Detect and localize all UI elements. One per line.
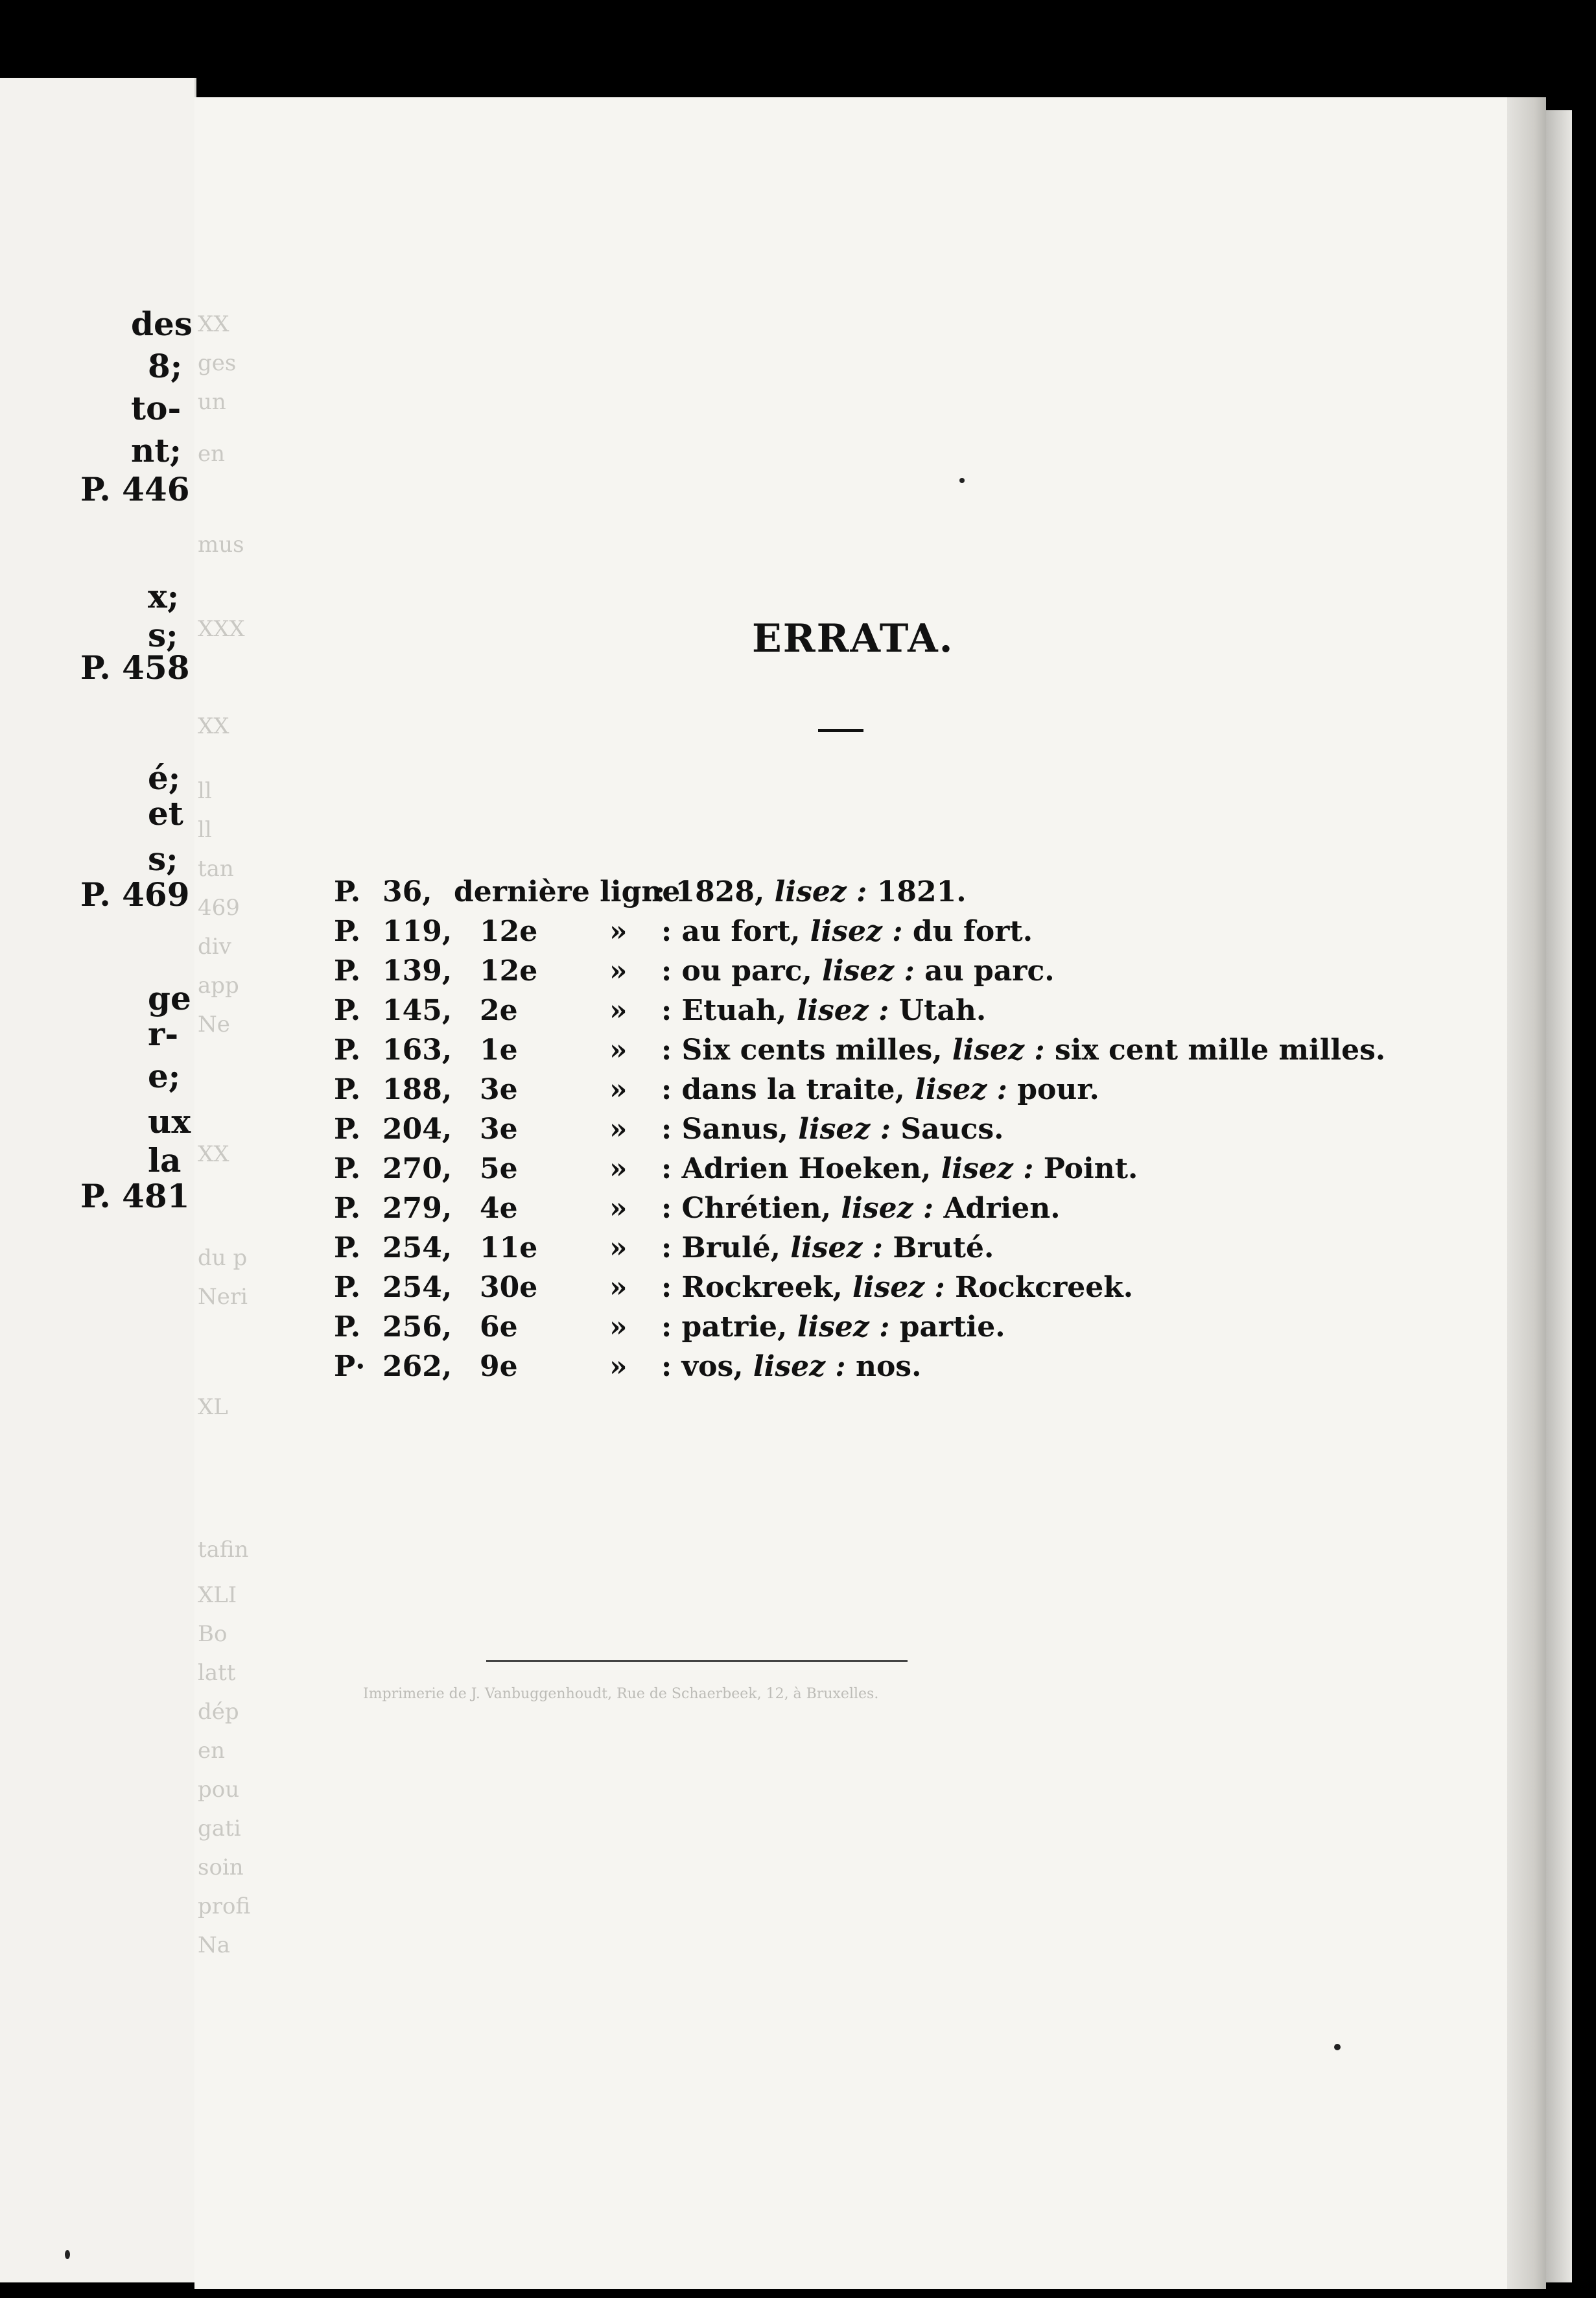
errata-erroneous-text: : au fort,	[661, 915, 810, 948]
errata-row	[0, 1350, 1556, 1389]
errata-corrected-text: nos.	[845, 1350, 922, 1383]
errata-page-prefix: P.	[334, 1271, 361, 1304]
errata-row	[0, 1192, 1556, 1231]
show-through-fragment: dép	[198, 1699, 239, 1725]
errata-erroneous-text: : Adrien Hoeken,	[661, 1152, 941, 1185]
errata-line-ref: 6e	[480, 1310, 518, 1344]
previous-page-fragment: é;	[148, 759, 181, 797]
errata-correction	[661, 1231, 994, 1264]
imprint-line: Imprimerie de J. Vanbuggenhoudt, Rue de Schaerbeek, 12, à Bruxelles.	[363, 1686, 879, 1702]
show-through-fragment: app	[198, 973, 239, 999]
errata-erroneous-text: : Six cents milles,	[661, 1034, 952, 1067]
show-through-fragment: XL	[198, 1394, 228, 1420]
ink-speck	[959, 478, 965, 483]
errata-erroneous-text: : patrie,	[661, 1310, 797, 1344]
errata-ditto-mark: »	[609, 1271, 628, 1304]
errata-page-number: 139,	[382, 954, 452, 988]
errata-lisez: lisez :	[797, 1310, 890, 1344]
title-rule	[818, 729, 863, 732]
errata-lisez: lisez :	[790, 1231, 884, 1264]
errata-erroneous-text: : Chrétien,	[661, 1192, 841, 1225]
errata-corrected-text: Point.	[1033, 1152, 1138, 1185]
errata-page-prefix: P.	[334, 994, 361, 1027]
previous-page-fragment: ux	[148, 1102, 191, 1141]
errata-corrected-text: Saucs.	[890, 1113, 1004, 1146]
errata-row	[0, 1152, 1556, 1191]
show-through-fragment: gati	[198, 1816, 241, 1842]
errata-erroneous-text: : Brulé,	[661, 1231, 791, 1264]
ink-speck	[65, 2250, 70, 2259]
previous-page-fragment: la	[148, 1141, 182, 1179]
errata-correction	[661, 1152, 1138, 1185]
errata-correction	[661, 1271, 1133, 1304]
show-through-fragment: soin	[198, 1854, 244, 1880]
imprint-rule	[486, 1660, 908, 1662]
errata-page-number: 270,	[382, 1152, 452, 1185]
errata-corrected-text: partie.	[889, 1310, 1005, 1344]
errata-ditto-mark: »	[609, 1073, 628, 1106]
errata-page-prefix: P.	[334, 875, 361, 908]
errata-page-prefix: P.	[334, 1310, 361, 1344]
errata-correction	[661, 1113, 1003, 1146]
errata-ditto-mark: »	[609, 1310, 628, 1344]
errata-line-ref: 1e	[480, 1034, 518, 1067]
previous-page-fragment: s;	[148, 840, 178, 878]
show-through-fragment: XX	[198, 311, 229, 337]
errata-page-number: 254,	[382, 1231, 452, 1264]
errata-correction	[661, 954, 1055, 988]
errata-corrected-text: du fort.	[902, 915, 1033, 948]
errata-line-ref: 11e	[480, 1231, 538, 1264]
previous-page-fragment: s;	[148, 616, 178, 654]
errata-correction	[661, 1034, 1385, 1067]
errata-correction	[661, 994, 986, 1027]
errata-line-ref: 12e	[480, 954, 538, 988]
ink-speck	[1334, 2044, 1341, 2050]
show-through-fragment: Bo	[198, 1621, 228, 1647]
errata-ditto-mark: »	[609, 915, 628, 948]
errata-line-ref: 3e	[480, 1073, 518, 1106]
errata-lisez: lisez :	[941, 1152, 1034, 1185]
previous-page-fragment: to-	[131, 389, 182, 427]
errata-page-number: 36,	[382, 875, 432, 908]
previous-page-fragment: x;	[148, 577, 180, 615]
previous-page-fragment: et	[148, 794, 183, 833]
errata-page-number: 188,	[382, 1073, 452, 1106]
errata-line-ref: 5e	[480, 1152, 518, 1185]
show-through-fragment: du p	[198, 1245, 248, 1271]
previous-page-fragment: e;	[148, 1057, 181, 1095]
show-through-fragment: div	[198, 934, 231, 960]
show-through-fragment: Na	[198, 1932, 231, 1958]
show-through-fragment: tan	[198, 856, 234, 882]
errata-corrected-text: Rockcreek.	[945, 1271, 1134, 1304]
errata-corrected-text: six cent mille milles.	[1044, 1034, 1386, 1067]
show-through-fragment: Ne	[198, 1012, 230, 1037]
errata-correction	[661, 1350, 921, 1383]
show-through-fragment: Neri	[198, 1284, 248, 1310]
errata-page-number: 256,	[382, 1310, 452, 1344]
errata-line-ref: dernière ligne	[454, 875, 681, 908]
errata-ditto-mark: »	[609, 1113, 628, 1146]
errata-page-number: 163,	[382, 1034, 452, 1067]
show-through-fragment: profi	[198, 1893, 251, 1919]
errata-correction	[661, 1073, 1099, 1106]
show-through-fragment: XX	[198, 1141, 229, 1167]
errata-page-prefix: P.	[334, 1192, 361, 1225]
errata-page-prefix: P.	[334, 954, 361, 988]
errata-page-number: 254,	[382, 1271, 452, 1304]
show-through-fragment: latt	[198, 1660, 236, 1686]
errata-corrected-text: au parc.	[914, 954, 1055, 988]
errata-page-number: 145,	[382, 994, 452, 1027]
previous-page-fragment: P. 446	[80, 470, 190, 508]
errata-line-ref: 2e	[480, 994, 518, 1027]
errata-title: ERRATA.	[752, 616, 954, 661]
errata-page-number: 119,	[382, 915, 452, 948]
errata-page-number: 262,	[382, 1350, 452, 1383]
errata-ditto-mark: »	[609, 1034, 628, 1067]
show-through-fragment: en	[198, 1738, 226, 1764]
errata-erroneous-text: : ou parc,	[661, 954, 823, 988]
errata-line-ref: 3e	[480, 1113, 518, 1146]
errata-correction	[661, 1310, 1005, 1344]
errata-row	[0, 1034, 1556, 1072]
errata-corrected-text: pour.	[1007, 1073, 1099, 1106]
show-through-fragment: XLI	[198, 1582, 237, 1608]
errata-lisez: lisez :	[841, 1192, 934, 1225]
errata-correction	[655, 875, 967, 908]
previous-page-fragment: ge	[148, 979, 191, 1017]
show-through-fragment: 469	[198, 895, 240, 921]
previous-page-fragment: P. 458	[80, 648, 190, 687]
errata-correction	[661, 915, 1033, 948]
errata-page-number: 279,	[382, 1192, 452, 1225]
errata-page-prefix: P.	[334, 1034, 361, 1067]
errata-lisez: lisez :	[796, 994, 889, 1027]
errata-lisez: lisez :	[952, 1034, 1045, 1067]
errata-erroneous-text: : dans la traite,	[661, 1073, 915, 1106]
errata-page-prefix: P·	[334, 1350, 366, 1383]
show-through-fragment: XX	[198, 713, 229, 739]
errata-line-ref: 9e	[480, 1350, 518, 1383]
errata-row	[0, 1310, 1556, 1349]
errata-corrected-text: 1821.	[867, 875, 967, 908]
show-through-fragment: ll	[198, 817, 212, 843]
previous-page-fragment: 8;	[148, 347, 183, 385]
errata-page-prefix: P.	[334, 1152, 361, 1185]
errata-corrected-text: Adrien.	[933, 1192, 1061, 1225]
errata-line-ref: 30e	[480, 1271, 538, 1304]
errata-row	[0, 1073, 1556, 1112]
errata-ditto-mark: »	[609, 1350, 628, 1383]
show-through-fragment: en	[198, 441, 226, 467]
errata-lisez: lisez :	[852, 1271, 945, 1304]
errata-corrected-text: Bruté.	[883, 1231, 994, 1264]
errata-ditto-mark: »	[609, 954, 628, 988]
errata-lisez: lisez :	[753, 1350, 846, 1383]
previous-page-fragment: des	[131, 305, 193, 343]
errata-erroneous-text: : Sanus,	[661, 1113, 799, 1146]
errata-lisez: lisez :	[915, 1073, 1007, 1106]
errata-erroneous-text: : Rockreek,	[661, 1271, 853, 1304]
errata-line-ref: 4e	[480, 1192, 518, 1225]
errata-ditto-mark: »	[609, 994, 628, 1027]
errata-erroneous-text: : vos,	[661, 1350, 753, 1383]
errata-page-prefix: P.	[334, 915, 361, 948]
previous-page-fragment: P. 481	[80, 1177, 190, 1215]
errata-ditto-mark: »	[609, 1231, 628, 1264]
errata-ditto-mark: »	[609, 1192, 628, 1225]
errata-page-prefix: P.	[334, 1073, 361, 1106]
errata-lisez: lisez :	[810, 915, 903, 948]
show-through-fragment: XXX	[198, 616, 245, 642]
errata-row	[0, 994, 1556, 1033]
show-through-fragment: mus	[198, 532, 244, 558]
show-through-fragment: pou	[198, 1777, 240, 1803]
errata-correction	[661, 1192, 1061, 1225]
show-through-fragment: ll	[198, 778, 212, 804]
errata-lisez: lisez :	[822, 954, 915, 988]
previous-page-fragment: nt;	[131, 431, 182, 469]
errata-row	[0, 915, 1556, 954]
previous-page-fragment: P. 469	[80, 875, 190, 914]
show-through-fragment: un	[198, 389, 226, 415]
errata-page-number: 204,	[382, 1113, 452, 1146]
errata-corrected-text: Utah.	[889, 994, 987, 1027]
previous-page-fragment: r-	[148, 1015, 179, 1053]
show-through-fragment: ges	[198, 350, 237, 376]
errata-page-prefix: P.	[334, 1113, 361, 1146]
show-through-fragment: tafin	[198, 1537, 249, 1563]
errata-erroneous-text: : 1828,	[655, 875, 775, 908]
errata-lisez: lisez :	[774, 875, 867, 908]
errata-erroneous-text: : Etuah,	[661, 994, 797, 1027]
errata-page-prefix: P.	[334, 1231, 361, 1264]
errata-line-ref: 12e	[480, 915, 538, 948]
errata-ditto-mark: »	[609, 1152, 628, 1185]
errata-row	[0, 1113, 1556, 1152]
errata-lisez: lisez :	[798, 1113, 891, 1146]
